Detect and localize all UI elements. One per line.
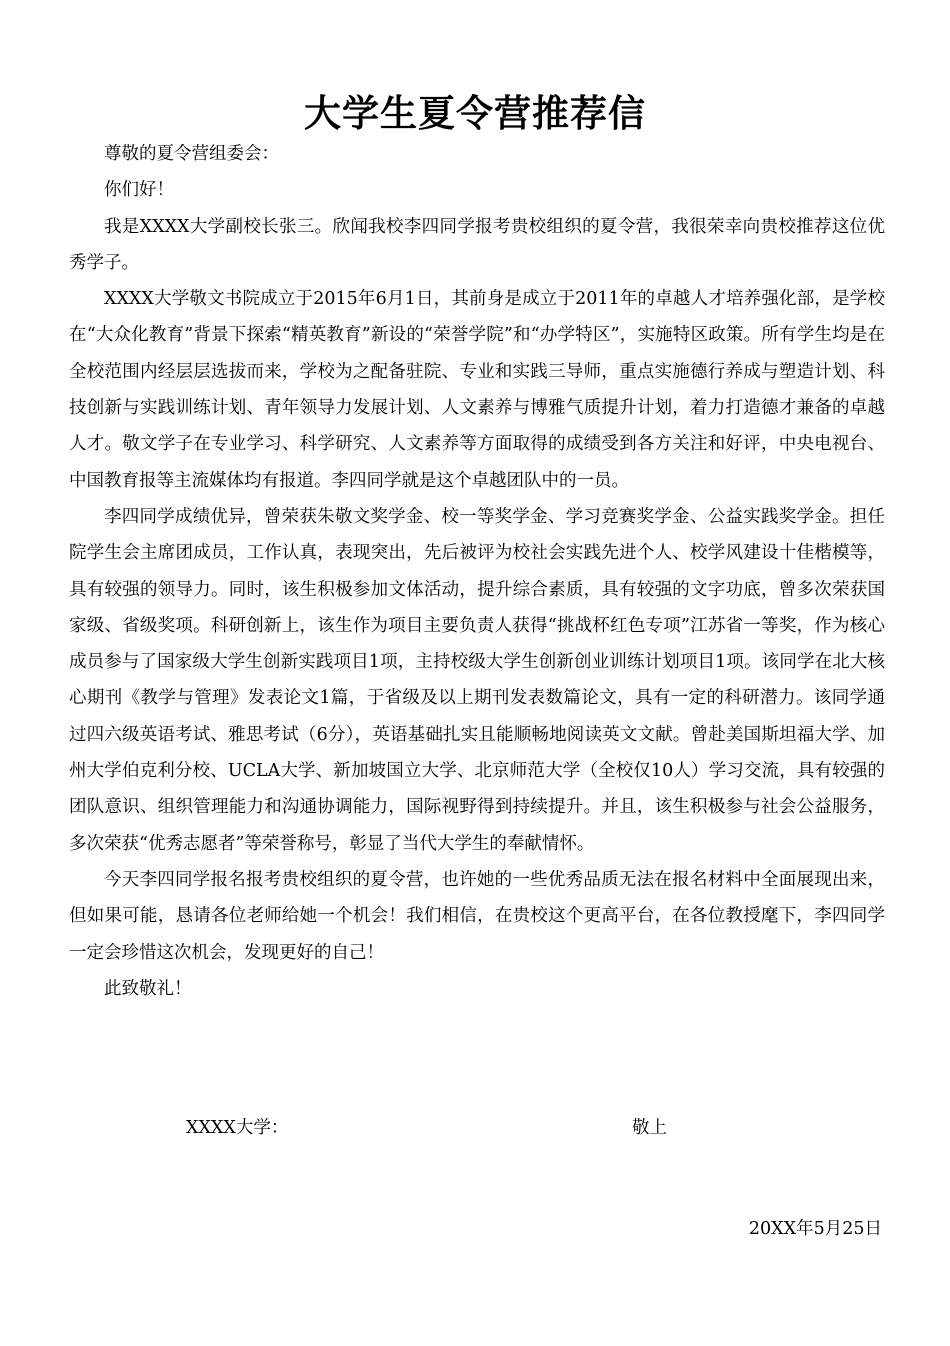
greeting: 你们好！ [104, 180, 174, 201]
signature-school: XXXX大学： [186, 1118, 289, 1138]
closing: 此致敬礼！ [104, 978, 192, 999]
letter-body [69, 136, 885, 1007]
paragraph-college: XXXX大学敬文书院成立于2015年6月1日，其前身是成立于2011年的卓越人才培养强化部，是学校在“大众化教育”背景下探索“精英教育”新设的“荣誉学院”和“办学特区”，实施特区政策。所有学生均是在全校范围内经层层选拔而来，学校为之配备驻院、专业和实践三导师，重点实施德行养成与塑造计划、科技创新与实践训练计划、青年领导力发展计划、人文素养与博雅气质提升计划，着力打造德才兼备的卓越人才。敬文学子在专业学习、科学研究、人文素养等方面取得的成绩受到各方关注和好评，中央电视台、中国教育报等主流媒体均有报道。李四同学就是这个卓越团队中的一员。 [69, 289, 885, 491]
paragraph-request: 今天李四同学报名报考贵校组织的夏令营，也许她的一些优秀品质无法在报名材料中全面展现出来，但如果可能，恳请各位老师给她一个机会！我们相信，在贵校这个更高平台，在各位教授麾下，李四同学一定会珍惜这次机会，发现更好的自己！ [69, 869, 885, 963]
paragraph-intro: 我是XXXX大学副校长张三。欣闻我校李四同学报考贵校组织的夏令营，我很荣幸向贵校推荐这位优秀学子。 [69, 216, 885, 273]
letter-date: 20XX年5月25日 [748, 1219, 882, 1239]
paragraph-achievements: 李四同学成绩优异，曾荣获朱敬文奖学金、校一等奖学金、学习竞赛奖学金、公益实践奖学金。担任院学生会主席团成员，工作认真，表现突出，先后被评为校社会实践先进个人、校学风建设十佳楷模等，具有较强的领导力。同时，该生积极参加文体活动，提升综合素质，具有较强的文字功底，曾多次荣获国家级、省级奖项。科研创新上，该生作为项目主要负责人获得“挑战杯红色专项”江苏省一等奖，作为核心成员参与了国家级大学生创新实践项目1项，主持校级大学生创新创业训练计划项目1项。该同学在北大核心期刊《教学与管理》发表论文1篇，于省级及以上期刊发表数篇论文，具有一定的科研潜力。该同学通过四六级英语考试、雅思考试（6分），英语基础扎实且能顺畅地阅读英文文献。曾赴美国斯坦福大学、加州大学伯克利分校、UCLA大学、新加坡国立大学、北京师范大学（全校仅10人）学习交流，具有较强的团队意识、组织管理能力和沟通协调能力，国际视野得到持续提升。并且，该生积极参与社会公益服务，多次荣获“优秀志愿者”等荣誉称号，彰显了当代大学生的奉献情怀。 [69, 506, 885, 854]
signature-sign-off: 敬上 [632, 1118, 667, 1138]
salutation: 尊敬的夏令营组委会： [104, 144, 279, 164]
letter-title: 大学生夏令营推荐信 [304, 92, 646, 135]
